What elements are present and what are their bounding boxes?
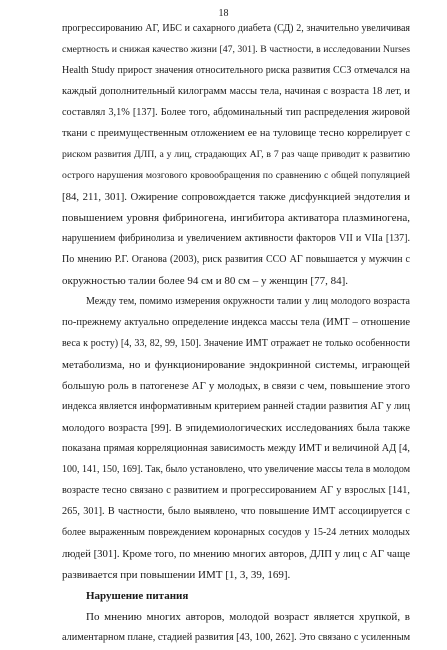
text-line: По мнению многих авторов, молодой возраст является хрупкой, в xyxy=(86,611,410,623)
text-line: каждый дополнительный килограмм массы тела, начиная с возраста 18 лет, и xyxy=(62,86,410,97)
text-line: веса к росту) [4, 33, 82, 99, 150]. Значение ИМТ отражает не только особенности xyxy=(62,338,410,349)
text-line: ткани с преимущественным отложением ее на туловище тесно коррелирует с xyxy=(62,128,410,139)
text-line: алиментарном плане, стадией развития [43, 100, 262]. Это связано с усиленным xyxy=(62,632,411,643)
text-line: развивается при повышении ИМТ [1, 3, 39, 169]. xyxy=(62,569,291,581)
text-line: людей [301]. Кроме того, по мнению многих авторов, ДЛП у лиц с АГ чаще xyxy=(62,548,410,560)
text-line: прогрессированию АГ, ИБС и сахарного диабета (СД) 2, значительно увеличивая xyxy=(62,23,410,34)
text-line: 100, 141, 150, 169]. Так, было установлено, что увеличение массы тела в молодом xyxy=(62,464,411,475)
text-line: индекса является информативным критерием ранней стадии развития АГ у лиц xyxy=(62,401,410,412)
text-line: показана прямая корреляционная зависимость между ИМТ и величиной АД [4, xyxy=(62,443,410,454)
text-line: большую роль в патогенезе АГ у молодых, в связи с чем, повышение этого xyxy=(62,380,410,392)
text-line: метаболизма, но и функционирование эндокринной системы, играющей xyxy=(62,359,410,371)
text-line: Health Study прирост значения относительного риска развития ССЗ отмечался на xyxy=(62,65,410,76)
text-line: нарушением фибринолиза и увеличением активности факторов VII и VIIa [137]. xyxy=(62,233,410,244)
text-line: 265, 301]. В частности, было выявлено, что повышение ИМТ ассоциируется с xyxy=(62,506,410,517)
text-line: смертность и снижая качество жизни [47, 301]. В частности, в исследовании Nurses xyxy=(62,44,410,55)
text-line: более выраженным повреждением коронарных сосудов у 15-24 летних молодых xyxy=(62,527,410,538)
text-line: повышением уровня фибриногена, ингибитора активатора плазминогена, xyxy=(62,212,410,224)
text-line: составлял 3,1% [137]. Более того, абдоминальный тип распределения жировой xyxy=(62,107,410,118)
text-line: Между тем, помимо измерения окружности талии у лиц молодого возраста xyxy=(86,296,410,307)
text-line: по-прежнему актуально определение индекса массы тела (ИМТ – отношение xyxy=(62,317,410,328)
text-line: риском развития ДЛП, а у лиц, страдающих АГ, в 7 раз чаще приводит к развитию xyxy=(62,149,410,160)
text-line: острого нарушения мозгового кровообращения по сравнению с общей популяцией xyxy=(62,170,410,181)
page-number: 18 xyxy=(218,8,229,19)
text-line: возрасте тесно связано с развитием и прогрессированием АГ у взрослых [141, xyxy=(62,485,410,496)
text-line: окружностью талии более 94 см и 80 см – у женщин [77, 84]. xyxy=(62,275,348,287)
section-heading: Нарушение питания xyxy=(86,590,189,602)
text-line: По мнению Р.Г. Оганова (2003), риск развития ССО АГ повышается у мужчин с xyxy=(62,254,410,265)
text-line: [84, 211, 301]. Ожирение сопровождается также дисфункцией эндотелия и xyxy=(62,191,410,203)
text-line: молодого возраста [99]. В эпидемиологических исследованиях была также xyxy=(62,422,410,434)
